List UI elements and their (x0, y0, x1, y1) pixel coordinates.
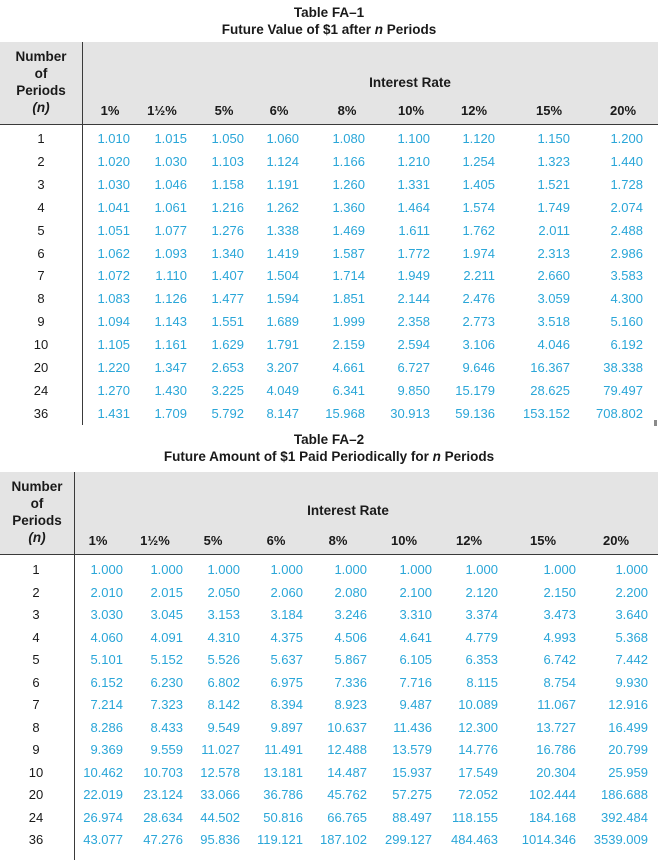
value-cell: 12.916 (608, 697, 648, 712)
value-cell: 13.727 (536, 720, 576, 735)
value-cell: 1.000 (90, 562, 123, 577)
value-cell: 1.504 (266, 268, 299, 283)
value-cell: 1.551 (211, 314, 244, 329)
value-cell: 23.124 (143, 787, 183, 802)
value-cell: 38.338 (603, 360, 643, 375)
value-cell: 6.192 (610, 337, 643, 352)
rate-header: 1½% (140, 533, 170, 548)
table-fa1 (0, 0, 658, 425)
value-cell: 15.179 (455, 383, 495, 398)
value-cell: 14.487 (327, 765, 367, 780)
value-cell: 8.754 (543, 675, 576, 690)
value-cell: 36.786 (263, 787, 303, 802)
value-cell: 1.000 (150, 562, 183, 577)
table-fa2-title-line1: Table FA–2 (293, 432, 365, 447)
value-cell: 88.497 (392, 810, 432, 825)
value-cell: 4.049 (266, 383, 299, 398)
value-cell: 2.050 (207, 585, 240, 600)
value-cell: 2.211 (463, 268, 495, 283)
value-cell: 4.993 (543, 630, 576, 645)
value-cell: 2.010 (90, 585, 123, 600)
value-cell: 1.331 (397, 177, 430, 192)
value-cell: 1.340 (211, 246, 244, 261)
period-cell: 8 (37, 291, 45, 306)
value-cell: 3.640 (615, 607, 648, 622)
value-cell: 1.210 (397, 154, 430, 169)
value-cell: 10.089 (458, 697, 498, 712)
value-cell: 1.046 (154, 177, 187, 192)
period-cell: 9 (37, 314, 45, 329)
rate-header: 15% (535, 103, 563, 118)
value-cell: 33.066 (200, 787, 240, 802)
value-cell: 118.155 (451, 810, 498, 825)
value-cell: 2.660 (537, 268, 570, 283)
value-cell: 9.549 (207, 720, 240, 735)
value-cell: 1.161 (154, 337, 187, 352)
value-cell: 6.353 (465, 652, 498, 667)
table-fa2-title-line2: Future Amount of $1 Paid Periodically for n Periods (163, 449, 495, 464)
table-fa1-title-line1: Table FA–1 (293, 5, 365, 20)
value-cell: 22.019 (83, 787, 123, 802)
value-cell: 5.526 (207, 652, 240, 667)
value-cell: 2.159 (332, 337, 365, 352)
value-cell: 15.968 (325, 406, 365, 421)
rate-header: 20% (602, 533, 630, 548)
rate-header: 5% (203, 533, 223, 548)
value-cell: 1.020 (97, 154, 130, 169)
value-cell: 4.641 (399, 630, 432, 645)
value-cell: 30.913 (390, 406, 430, 421)
value-cell: 50.816 (263, 810, 303, 825)
value-cell: 1.772 (397, 246, 430, 261)
value-cell: 1.270 (97, 383, 130, 398)
value-cell: 1.150 (537, 131, 570, 146)
value-cell: 2.060 (270, 585, 303, 600)
rate-header: 6% (266, 533, 286, 548)
value-cell: 1.126 (154, 291, 187, 306)
period-cell: 2 (32, 585, 40, 600)
period-cell: 4 (32, 630, 40, 645)
rate-header: 5% (214, 103, 234, 118)
value-cell: 1.041 (97, 200, 130, 215)
value-cell: 2.074 (610, 200, 643, 215)
value-cell: 2.144 (397, 291, 430, 306)
value-cell: 5.152 (150, 652, 183, 667)
value-cell: 1.260 (332, 177, 365, 192)
value-cell: 57.275 (392, 787, 432, 802)
value-cell: 5.368 (615, 630, 648, 645)
value-cell: 1.061 (154, 200, 187, 215)
value-cell: 59.136 (455, 406, 495, 421)
value-cell: 47.276 (143, 832, 183, 847)
table-fa1-title-line2: Future Value of $1 after n Periods (221, 22, 437, 37)
value-cell: 1.077 (154, 223, 187, 238)
value-cell: 44.502 (200, 810, 240, 825)
value-cell: 9.487 (399, 697, 432, 712)
value-cell: 9.897 (270, 720, 303, 735)
value-cell: 2.100 (399, 585, 432, 600)
value-cell: 1.430 (154, 383, 187, 398)
period-cell: 24 (28, 810, 44, 825)
value-cell: 1.999 (332, 314, 365, 329)
value-cell: 153.152 (523, 406, 570, 421)
value-cell: 1.338 (266, 223, 299, 238)
value-cell: 8.142 (207, 697, 240, 712)
value-cell: 3.045 (150, 607, 183, 622)
value-cell: 1.010 (97, 131, 130, 146)
value-cell: 4.375 (270, 630, 303, 645)
value-cell: 8.433 (150, 720, 183, 735)
value-cell: 1.477 (211, 291, 244, 306)
value-cell: 1.105 (97, 337, 130, 352)
value-cell: 4.779 (465, 630, 498, 645)
value-cell: 1.103 (211, 154, 244, 169)
value-cell: 9.646 (462, 360, 495, 375)
value-cell: 1.689 (266, 314, 299, 329)
value-cell: 1.574 (462, 200, 495, 215)
value-cell: 1.611 (398, 223, 430, 238)
value-cell: 5.792 (211, 406, 244, 421)
rate-header: 8% (328, 533, 348, 548)
value-cell: 1.347 (154, 360, 187, 375)
period-cell: 9 (32, 742, 40, 757)
value-cell: 7.336 (334, 675, 367, 690)
value-cell: 708.802 (596, 406, 643, 421)
value-cell: 1.974 (462, 246, 495, 261)
rate-header: 12% (460, 103, 488, 118)
value-cell: 1.594 (266, 291, 299, 306)
value-cell: 1.276 (211, 223, 244, 238)
value-cell: 1.629 (211, 337, 244, 352)
table-fa2-period-label: Number of Periods (n) (11, 479, 63, 545)
value-cell: 12.578 (200, 765, 240, 780)
period-cell: 2 (37, 154, 45, 169)
value-cell: 1.762 (462, 223, 495, 238)
value-cell: 1.062 (97, 246, 130, 261)
value-cell: 11.436 (393, 720, 432, 735)
value-cell: 66.765 (327, 810, 367, 825)
value-cell: 16.786 (536, 742, 576, 757)
value-cell: 3.225 (211, 383, 244, 398)
period-cell: 6 (37, 246, 45, 261)
value-cell: 2.313 (537, 246, 570, 261)
value-cell: 1.407 (211, 268, 244, 283)
period-cell: 5 (37, 223, 45, 238)
value-cell: 186.688 (601, 787, 648, 802)
value-cell: 6.105 (399, 652, 432, 667)
value-cell: 1.030 (154, 154, 187, 169)
value-cell: 9.930 (615, 675, 648, 690)
value-cell: 2.120 (465, 585, 498, 600)
value-cell: 10.462 (83, 765, 123, 780)
value-cell: 299.127 (385, 832, 432, 847)
value-cell: 102.444 (529, 787, 576, 802)
value-cell: 6.152 (90, 675, 123, 690)
value-cell: 7.214 (90, 697, 123, 712)
value-cell: 72.052 (458, 787, 498, 802)
value-cell: 10.637 (327, 720, 367, 735)
value-cell: 3.583 (610, 268, 643, 283)
value-cell: 8.286 (90, 720, 123, 735)
value-cell: 1.254 (462, 154, 495, 169)
value-cell: 2.015 (150, 585, 183, 600)
value-cell: 6.802 (207, 675, 240, 690)
value-cell: 7.442 (615, 652, 648, 667)
value-cell: 3.207 (266, 360, 299, 375)
value-cell: 9.850 (397, 383, 430, 398)
value-cell: 43.077 (83, 832, 123, 847)
value-cell: 6.742 (543, 652, 576, 667)
value-cell: 2.200 (615, 585, 648, 600)
value-cell: 1.405 (462, 177, 495, 192)
table-fa2-header-rule (0, 554, 658, 555)
value-cell: 3.153 (207, 607, 240, 622)
value-cell: 4.060 (90, 630, 123, 645)
value-cell: 12.300 (458, 720, 498, 735)
period-cell: 1 (32, 562, 40, 577)
value-cell: 11.491 (264, 742, 303, 757)
value-cell: 1.166 (332, 154, 365, 169)
value-cell: 3.059 (537, 291, 570, 306)
period-cell: 5 (32, 652, 40, 667)
value-cell: 16.499 (608, 720, 648, 735)
value-cell: 45.762 (327, 787, 367, 802)
value-cell: 1.158 (211, 177, 244, 192)
value-cell: 13.579 (392, 742, 432, 757)
value-cell: 16.367 (530, 360, 570, 375)
value-cell: 187.102 (320, 832, 367, 847)
value-cell: 20.799 (608, 742, 648, 757)
period-cell: 1 (37, 131, 45, 146)
value-cell: 2.773 (462, 314, 495, 329)
value-cell: 3.518 (537, 314, 570, 329)
period-cell: 10 (33, 337, 49, 352)
value-cell: 3.106 (462, 337, 495, 352)
value-cell: 7.716 (399, 675, 432, 690)
value-cell: 13.181 (263, 765, 303, 780)
value-cell: 2.986 (610, 246, 643, 261)
rate-header: 6% (269, 103, 289, 118)
value-cell: 8.394 (270, 697, 303, 712)
value-cell: 1.000 (270, 562, 303, 577)
value-cell: 1.000 (207, 562, 240, 577)
value-cell: 1.000 (334, 562, 367, 577)
value-cell: 1.464 (397, 200, 430, 215)
rate-header: 1% (88, 533, 108, 548)
value-cell: 6.341 (332, 383, 365, 398)
value-cell: 1.000 (615, 562, 648, 577)
value-cell: 11.027 (201, 742, 240, 757)
value-cell: 6.727 (397, 360, 430, 375)
value-cell: 1.949 (397, 268, 430, 283)
value-cell: 28.634 (143, 810, 183, 825)
value-cell: 1.120 (462, 131, 495, 146)
value-cell: 1.791 (266, 337, 299, 352)
value-cell: 7.323 (150, 697, 183, 712)
value-cell: 1.083 (97, 291, 130, 306)
value-cell: 2.080 (334, 585, 367, 600)
value-cell: 392.484 (601, 810, 648, 825)
value-cell: 4.661 (332, 360, 365, 375)
value-cell: 9.559 (150, 742, 183, 757)
table-fa2-title (0, 431, 658, 465)
value-cell: 1.709 (154, 406, 187, 421)
value-cell: 3.030 (90, 607, 123, 622)
value-cell: 1.100 (397, 131, 430, 146)
value-cell: 8.923 (334, 697, 367, 712)
value-cell: 1.015 (154, 131, 187, 146)
value-cell: 2.488 (610, 223, 643, 238)
value-cell: 4.506 (334, 630, 367, 645)
table-fa1-period-label: Number of Periods (n) (15, 49, 67, 115)
value-cell: 6.975 (270, 675, 303, 690)
value-cell: 1.093 (154, 246, 187, 261)
value-cell: 3.246 (334, 607, 367, 622)
period-cell: 7 (37, 268, 45, 283)
rate-header: 20% (609, 103, 637, 118)
period-cell: 10 (28, 765, 44, 780)
value-cell: 1.191 (266, 177, 299, 192)
value-cell: 5.160 (610, 314, 643, 329)
value-cell: 4.310 (207, 630, 240, 645)
value-cell: 1.080 (332, 131, 365, 146)
value-cell: 3.374 (465, 607, 498, 622)
period-cell: 4 (37, 200, 45, 215)
value-cell: 1.323 (537, 154, 570, 169)
table-fa1-title (0, 4, 658, 38)
value-cell: 3.310 (399, 607, 432, 622)
value-cell: 1.051 (97, 223, 130, 238)
value-cell: 20.304 (536, 765, 576, 780)
value-cell: 6.230 (150, 675, 183, 690)
table-fa1-header-rule (0, 124, 658, 125)
rate-header: 1½% (147, 103, 177, 118)
value-cell: 1.419 (266, 246, 299, 261)
period-cell: 6 (32, 675, 40, 690)
value-cell: 8.147 (266, 406, 299, 421)
value-cell: 2.594 (397, 337, 430, 352)
value-cell: 2.476 (462, 291, 495, 306)
value-cell: 8.115 (466, 675, 498, 690)
value-cell: 1.000 (465, 562, 498, 577)
value-cell: 1.440 (610, 154, 643, 169)
value-cell: 1.587 (332, 246, 365, 261)
value-cell: 28.625 (530, 383, 570, 398)
table-fa2 (0, 425, 658, 860)
table-fa2-interest-rate-label: Interest Rate (307, 503, 389, 518)
rate-header: 10% (397, 103, 425, 118)
value-cell: 15.937 (392, 765, 432, 780)
value-cell: 2.011 (538, 223, 570, 238)
value-cell: 184.168 (529, 810, 576, 825)
period-cell: 36 (33, 406, 49, 421)
period-cell: 3 (37, 177, 45, 192)
value-cell: 1.360 (332, 200, 365, 215)
value-cell: 9.369 (90, 742, 123, 757)
value-cell: 1.050 (211, 131, 244, 146)
value-cell: 4.300 (610, 291, 643, 306)
period-cell: 7 (32, 697, 40, 712)
value-cell: 2.150 (543, 585, 576, 600)
rate-header: 1% (100, 103, 120, 118)
value-cell: 5.101 (90, 652, 123, 667)
rate-header: 10% (390, 533, 418, 548)
value-cell: 1.060 (266, 131, 299, 146)
value-cell: 1.000 (399, 562, 432, 577)
value-cell: 25.959 (608, 765, 648, 780)
value-cell: 11.067 (537, 697, 576, 712)
value-cell: 79.497 (603, 383, 643, 398)
period-cell: 20 (33, 360, 49, 375)
value-cell: 1.072 (97, 268, 130, 283)
value-cell: 1.714 (332, 268, 365, 283)
period-cell: 36 (28, 832, 44, 847)
value-cell: 1.200 (610, 131, 643, 146)
value-cell: 1.000 (543, 562, 576, 577)
value-cell: 5.867 (334, 652, 367, 667)
value-cell: 17.549 (458, 765, 498, 780)
value-cell: 10.703 (143, 765, 183, 780)
value-cell: 1.521 (537, 177, 570, 192)
value-cell: 14.776 (458, 742, 498, 757)
value-cell: 3.473 (543, 607, 576, 622)
value-cell: 1014.346 (521, 832, 576, 847)
value-cell: 26.974 (83, 810, 123, 825)
value-cell: 1.728 (610, 177, 643, 192)
value-cell: 1.262 (266, 200, 299, 215)
value-cell: 3539.009 (593, 832, 648, 847)
value-cell: 1.220 (97, 360, 130, 375)
value-cell: 119.121 (256, 832, 303, 847)
period-cell: 8 (32, 720, 40, 735)
value-cell: 1.124 (266, 154, 299, 169)
value-cell: 1.469 (332, 223, 365, 238)
period-cell: 24 (33, 383, 49, 398)
value-cell: 484.463 (451, 832, 498, 847)
rate-header: 15% (529, 533, 557, 548)
period-cell: 20 (28, 787, 44, 802)
value-cell: 1.094 (97, 314, 130, 329)
value-cell: 1.851 (332, 291, 365, 306)
rate-header: 12% (455, 533, 483, 548)
value-cell: 3.184 (270, 607, 303, 622)
table-fa1-interest-rate-label: Interest Rate (369, 75, 451, 90)
value-cell: 1.030 (97, 177, 130, 192)
value-cell: 1.749 (537, 200, 570, 215)
value-cell: 4.046 (537, 337, 570, 352)
value-cell: 4.091 (150, 630, 183, 645)
value-cell: 95.836 (200, 832, 240, 847)
value-cell: 1.216 (211, 200, 244, 215)
value-cell: 12.488 (327, 742, 367, 757)
value-cell: 5.637 (270, 652, 303, 667)
value-cell: 1.431 (97, 406, 130, 421)
value-cell: 2.653 (211, 360, 244, 375)
value-cell: 2.358 (397, 314, 430, 329)
period-cell: 3 (32, 607, 40, 622)
value-cell: 1.143 (154, 314, 187, 329)
rate-header: 8% (337, 103, 357, 118)
value-cell: 1.110 (155, 268, 187, 283)
